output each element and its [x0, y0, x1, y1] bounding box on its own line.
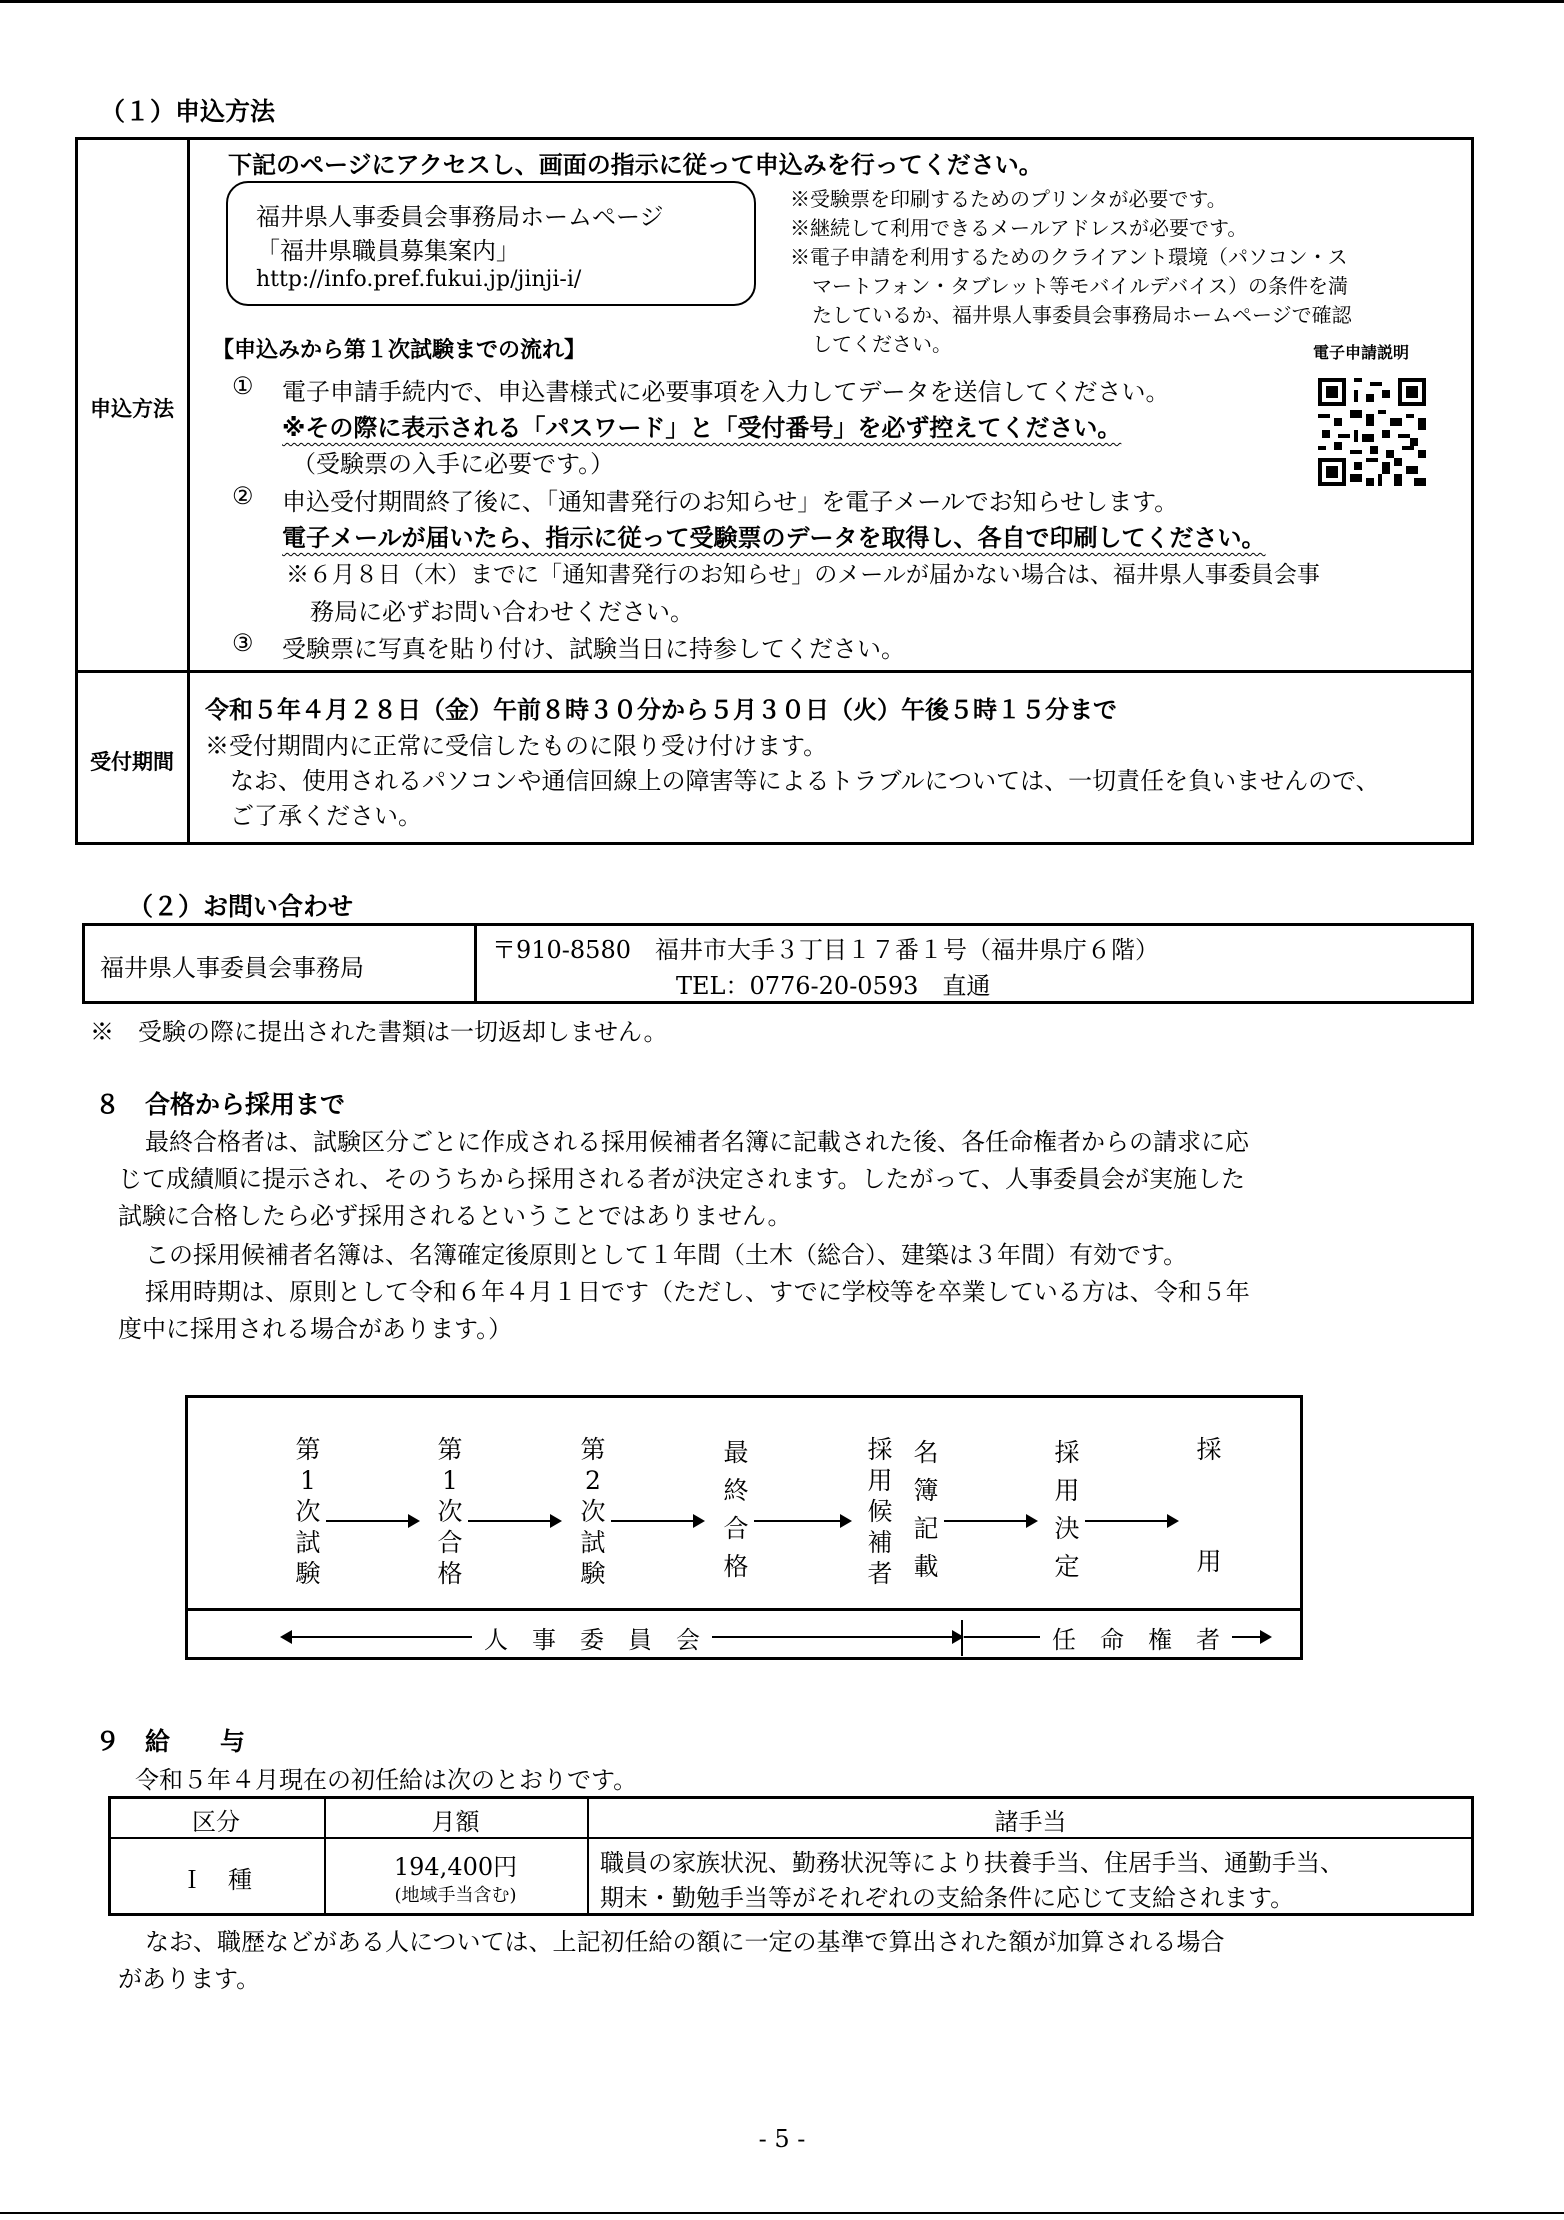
step2-bold-note: 電子メールが届いたら、指示に従って受験票のデータを取得し、各自で印刷してください。 — [282, 524, 1266, 552]
flow-arrow-2 — [468, 1520, 560, 1522]
period-note-3: ご了承ください。 — [230, 802, 422, 830]
step1-paren: （受験票の入手に必要です。） — [292, 450, 615, 478]
salary-row-amount: 194,400円 — [393, 1853, 518, 1881]
table-divider-horizontal — [75, 670, 1474, 673]
salary-header-divider — [108, 1837, 1474, 1839]
row-label-method: 申込方法 — [90, 397, 174, 421]
salary-row-allowances-1: 職員の家族状況、勤務状況等により扶養手当、住居手当、通勤手当、 — [600, 1849, 1344, 1877]
step2-note-2: 務局に必ずお問い合わせください。 — [310, 598, 694, 626]
period-note-1: ※受付期間内に正常に受信したものに限り受け付けます。 — [205, 732, 828, 760]
salary-row-amount-note: (地域手当含む) — [394, 1885, 517, 1906]
flow-arrow-6 — [1085, 1520, 1177, 1522]
hiring-paragraph-2: この採用候補者名簿は、名簿確定後原則として１年間（土木（総合）、建築は３年間）有効です。 — [145, 1241, 1188, 1269]
contact-address: 〒910-8580 福井市大手３丁目１７番１号（福井県庁６階） — [492, 936, 1159, 964]
note-env-3: たしているか、福井県人事委員会事務局ホームページで確認 — [812, 303, 1352, 327]
step3-text: 受験票に写真を貼り付け、試験当日に持参してください。 — [282, 635, 906, 663]
flow-span-appointer-label: 任 命 権 者 — [1040, 1620, 1232, 1655]
note-env-1: ※電子申請を利用するためのクライアント環境（パソコン・ス — [790, 245, 1348, 269]
note-env-2: マートフォン・タブレット等モバイルデバイス）の条件を満 — [812, 274, 1348, 298]
page-number: - 5 - — [758, 2125, 806, 2153]
flow-arrow-1 — [326, 1520, 418, 1522]
step3-number: ③ — [232, 629, 254, 657]
salary-header-monthly: 月額 — [431, 1808, 480, 1836]
top-rule — [0, 0, 1564, 3]
contact-divider — [474, 923, 477, 1004]
intro-text: 下記のページにアクセスし、画面の指示に従って申込みを行ってください。 — [228, 151, 1043, 179]
flow-step-hire-2: 用 — [1196, 1547, 1222, 1576]
flow-span-committee-label: 人 事 委 員 会 — [472, 1620, 712, 1655]
flow-step-hire-1: 採 — [1196, 1435, 1222, 1464]
salary-after-2: があります。 — [118, 1965, 261, 1993]
flow-step-register: 名簿記載 — [913, 1438, 939, 1581]
step1-number: ① — [232, 372, 254, 400]
hiring-paragraph-1b: じて成績順に提示され、そのうちから採用される者が決定されます。したがって、人事委員会が実施した — [118, 1165, 1246, 1193]
step2-number: ② — [232, 482, 254, 510]
hiring-paragraph-1a: 最終合格者は、試験区分ごとに作成される採用候補者名簿に記載された後、各任命権者からの請求に応 — [145, 1128, 1249, 1156]
note-email: ※継続して利用できるメールアドレスが必要です。 — [790, 216, 1248, 240]
contact-tel: TEL：0776-20-0593 直通 — [676, 972, 991, 1000]
section-heading-contact: （２）お問い合わせ — [128, 892, 354, 921]
homepage-name: 福井県人事委員会事務局ホームページ — [256, 203, 664, 231]
flow-divider-horizontal — [185, 1608, 1303, 1611]
note-printer: ※受験票を印刷するためのプリンタが必要です。 — [790, 187, 1227, 211]
salary-row-category: Ｉ 種 — [180, 1866, 252, 1894]
qr-code-icon[interactable] — [1318, 378, 1426, 486]
homepage-url[interactable]: http://info.pref.fukui.jp/jinji-i/ — [256, 267, 582, 292]
salary-after-1: なお、職歴などがある人については、上記初任給の額に一定の基準で算出された額が加算される場合 — [145, 1928, 1225, 1956]
qr-label: 電子申請説明 — [1313, 343, 1410, 362]
section-heading-hiring: ８ 合格から採用まで — [95, 1090, 346, 1119]
flow-step-first-exam: 第1次試験 — [295, 1435, 321, 1588]
note-env-4: してください。 — [812, 332, 952, 356]
step2-text: 申込受付期間終了後に、「通知書発行のお知らせ」を電子メールでお知らせします。 — [282, 488, 1179, 516]
flow-step-candidate: 採用候補者 — [867, 1435, 893, 1588]
period-note-2: なお、使用されるパソコンや通信回線上の障害等によるトラブルについては、一切責任を負いませんので、 — [230, 767, 1380, 795]
bottom-rule — [0, 2212, 1564, 2214]
salary-header-category: 区分 — [192, 1808, 240, 1836]
step1-bold-note: ※その際に表示される「パスワード」と「受付番号」を必ず控えてください。 — [282, 414, 1122, 442]
section-heading-salary: ９ 給 与 — [95, 1727, 246, 1756]
salary-intro: 令和５年４月現在の初任給は次のとおりです。 — [135, 1766, 638, 1794]
step2-note-1: ※６月８日（木）までに「通知書発行のお知らせ」のメールが届かない場合は、福井県人事委員会事 — [286, 562, 1320, 588]
homepage-title: 「福井県職員募集案内」 — [256, 237, 520, 265]
hiring-paragraph-3a: 採用時期は、原則として令和６年４月１日です（ただし、すでに学校等を卒業している方は、令和５年 — [145, 1278, 1250, 1306]
salary-header-allowances: 諸手当 — [994, 1808, 1067, 1836]
flow-arrow-3 — [611, 1520, 703, 1522]
hiring-paragraph-1c: 試験に合格したら必ず採用されるということではありません。 — [118, 1202, 792, 1230]
salary-row-allowances-2: 期末・勤勉手当等がそれぞれの支給条件に応じて支給されます。 — [600, 1884, 1295, 1912]
period-dates: 令和５年４月２８日（金）午前８時３０分から５月３０日（火）午後５時１５分まで — [205, 696, 1117, 724]
flow-arrow-4 — [754, 1520, 850, 1522]
hiring-paragraph-3b: 度中に採用される場合があります。） — [118, 1315, 513, 1343]
flow-arrow-5 — [944, 1520, 1036, 1522]
flow-step-first-pass: 第1次合格 — [437, 1435, 463, 1588]
flow-step-final-pass: 最終合格 — [723, 1438, 749, 1581]
table-divider-vertical — [187, 137, 190, 845]
flow-title: 【申込みから第１次試験までの流れ】 — [212, 337, 587, 363]
flow-step-second-exam: 第2次試験 — [580, 1435, 606, 1588]
flow-step-decision: 採用決定 — [1054, 1438, 1080, 1581]
section-heading-application-method: （１）申込方法 — [100, 97, 276, 126]
step1-text: 電子申請手続内で、申込書様式に必要事項を入力してデータを送信してください。 — [282, 378, 1170, 406]
row-label-period: 受付期間 — [90, 750, 174, 774]
contact-note: ※ 受験の際に提出された書類は一切返却しません。 — [90, 1018, 668, 1046]
contact-org: 福井県人事委員会事務局 — [100, 954, 364, 982]
